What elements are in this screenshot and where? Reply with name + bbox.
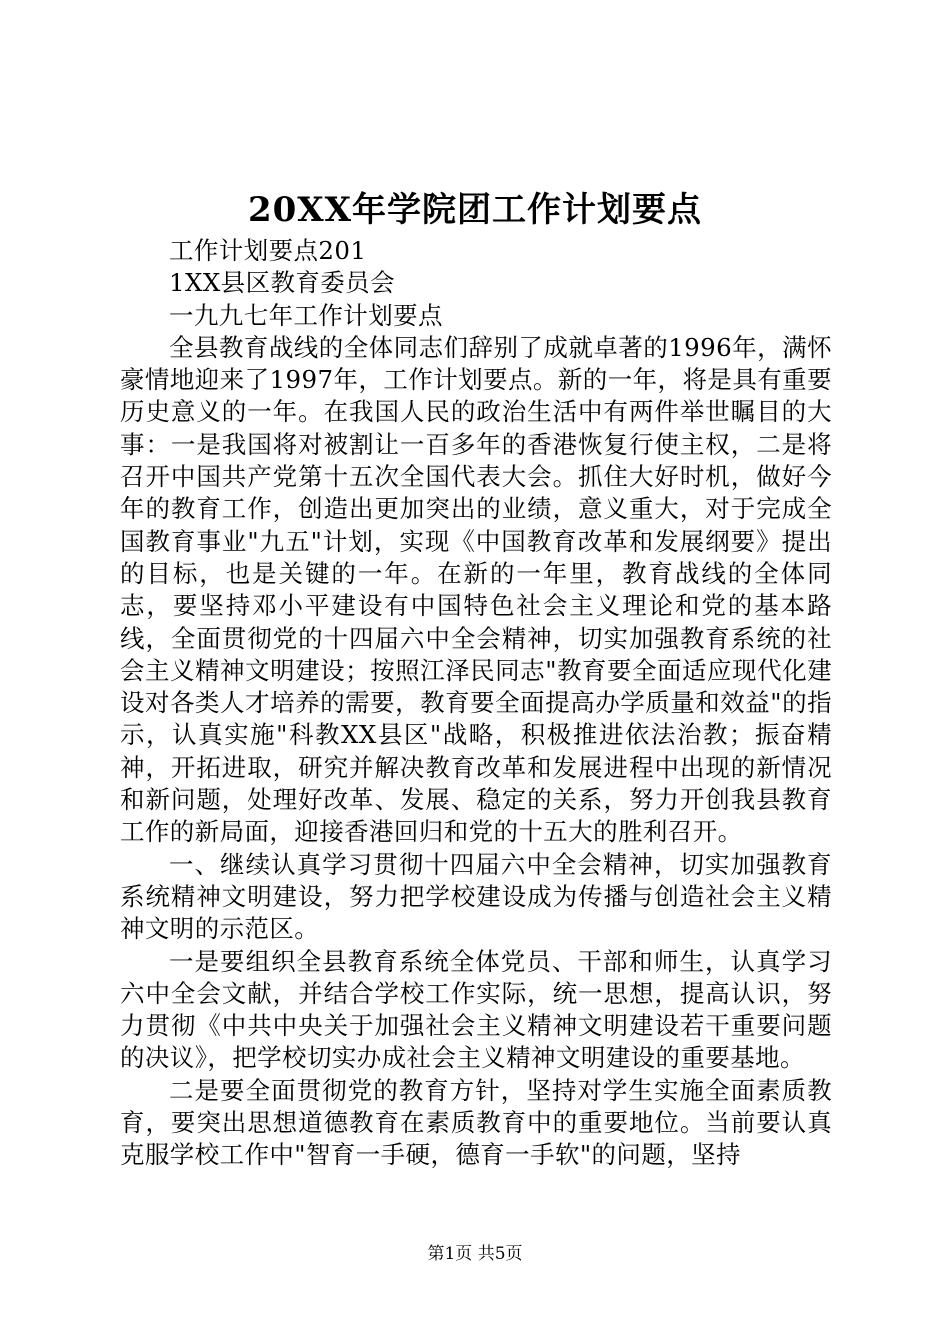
document-title: 20XX年学院团工作计划要点	[247, 190, 703, 230]
paragraph-7: 二是要全面贯彻党的教育方针，坚持对学生实施全面素质教育，要突出思想道德教育在素质教育中的重要地位。当前要认真克服学校工作中"智育一手硬，德育一手软"的问题，坚持	[120, 1075, 832, 1170]
paragraph-4: 全县教育战线的全体同志们辞别了成就卓著的1996年，满怀豪情地迎来了1997年，工作计划要点。新的一年，将是具有重要历史意义的一年。在我国人民的政治生活中有两件举世瞩目的大事：一是我国将对被割让一百多年的香港恢复行使主权，二是将召开中国共产党第十五次全国代表大会。抓住大好时机，做好今年的教育工作，创造出更加突出的业绩，意义重大，对于完成全国教育事业"九五"计划，实现《中国教育改革和发展纲要》提出的目标，也是关键的一年。在新的一年里，教育战线的全体同志，要坚持邓小平建设有中国特色社会主义理论和党的基本路线，全面贯彻党的十四届六中全会精神，切实加强教育系统的社会主义精神文明建设；按照江泽民同志"教育要全面适应现代化建设对各类人才培养的需要，教育要全面提高办学质量和效益"的指示，认真实施"科教XX县区"战略，积极推进依法治教；振奋精神，开拓进取，研究并解决教育改革和发展进程中出现的新情况和新问题，处理好改革、发展、稳定的关系，努力开创我县教育工作的新局面，迎接香港回归和党的十五大的胜利召开。	[120, 332, 832, 847]
paragraph-1: 工作计划要点201	[169, 236, 367, 265]
paragraph-2: 1XX县区教育委员会	[169, 268, 395, 298]
page-footer: 第1页 共5页	[427, 1244, 523, 1264]
document-body	[120, 235, 832, 1172]
paragraph-5: 一、继续认真学习贯彻十四届六中全会精神，切实加强教育系统精神文明建设，努力把学校建设成为传播与创造社会主义精神文明的示范区。	[120, 849, 832, 944]
paragraph-6: 一是要组织全县教育系统全体党员、干部和师生，认真学习六中全会文献，并结合学校工作实际，统一思想，提高认识，努力贯彻《中共中央关于加强社会主义精神文明建设若干重要问题的决议》，把学校切实办成社会主义精神文明建设的重要基地。	[120, 946, 832, 1073]
paragraph-3: 一九九七年工作计划要点	[169, 300, 443, 330]
